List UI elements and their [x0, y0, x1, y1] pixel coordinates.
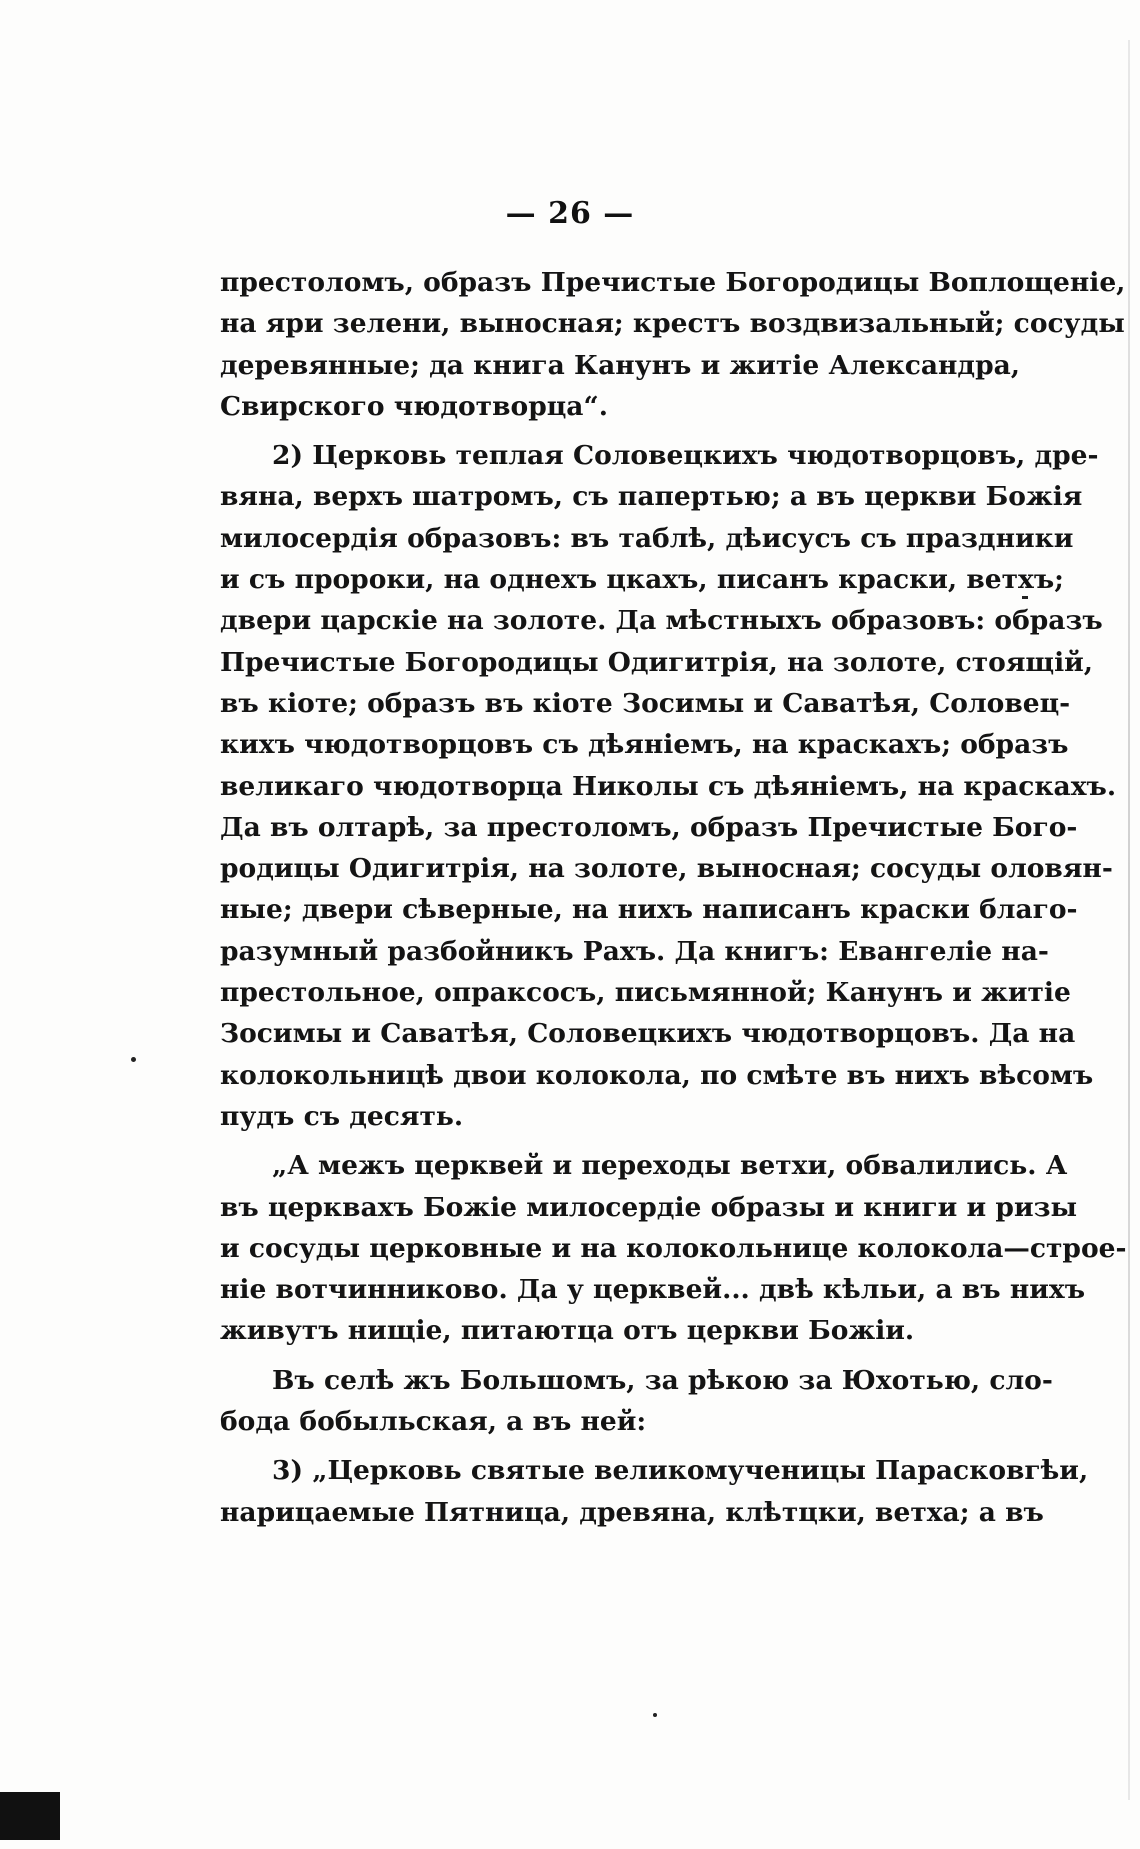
- paragraph-gap: [220, 1352, 1012, 1360]
- page-number: — 26 —: [505, 196, 635, 231]
- text-line: Свирского чюдотворца“.: [220, 390, 608, 422]
- text-line: вяна, верхъ шатромъ, съ папертью; а въ церкви Божія: [220, 481, 1083, 513]
- text-line: Пречистые Богородицы Одигитрія, на золоте, стоящій,: [220, 646, 1094, 678]
- margin-dot-mark: [653, 1713, 657, 1717]
- text-line: „А межъ церквей и переходы ветхи, обвалились. А: [272, 1150, 1068, 1182]
- scan-edge-shadow: [1128, 40, 1130, 1800]
- text-line: ніе вотчинниково. Да у церквей... двѣ кѣльи, а въ нихъ: [220, 1274, 1086, 1306]
- text-line: пудъ съ десять.: [220, 1100, 464, 1132]
- margin-dot-mark: [131, 1057, 136, 1062]
- scan-artifact-bar: [0, 1792, 60, 1840]
- text-line: 3) „Церковь святые великомученицы Парасковгѣи,: [272, 1455, 1089, 1487]
- text-line: бода бобыльская, а въ ней:: [220, 1406, 647, 1438]
- text-line: Зосимы и Саватѣя, Соловецкихъ чюдотворцовъ. Да на: [220, 1018, 1076, 1050]
- text-line: деревянные; да книга Канунъ и житіе Александра,: [220, 349, 1021, 381]
- text-line: въ кіоте; образъ въ кіоте Зосимы и Саватѣя, Соловец-: [220, 687, 1071, 719]
- text-line: престоломъ, образъ Пречистые Богородицы Воплощеніе,: [220, 267, 1126, 298]
- text-line: великаго чюдотворца Николы съ дѣяніемъ, на краскахъ.: [220, 770, 1117, 802]
- text-line: въ церквахъ Божіе милосердіе образы и книги и ризы: [220, 1191, 1078, 1223]
- paragraph-gap: [220, 1442, 1012, 1450]
- text-line: разумный разбойникъ Рахъ. Да книгъ: Евангеліе на-: [220, 935, 1049, 967]
- text-line: милосердія образовъ: въ таблѣ, дѣисусъ съ праздники: [220, 522, 1074, 554]
- text-line: Въ селѣ жъ Большомъ, за рѣкою за Юхотью, сло-: [272, 1364, 1053, 1396]
- body-text: [220, 262, 1127, 1533]
- text-line: кихъ чюдотворцовъ съ дѣяніемъ, на краскахъ; образъ: [220, 729, 1069, 761]
- text-line: двери царскіе на золоте. Да мѣстныхъ образовъ: образъ: [220, 605, 1103, 637]
- text-line: и сосуды церковные и на колокольнице колокола—строе-: [220, 1232, 1127, 1264]
- text-line: колокольницѣ двои колокола, по смѣте въ нихъ вѣсомъ: [220, 1059, 1094, 1091]
- text-line: нарицаемые Пятница, древяна, клѣтцки, ветха; а въ: [220, 1496, 1044, 1528]
- text-line: и съ пророки, на однехъ цкахъ, писанъ краски, ветхъ;: [220, 564, 1064, 596]
- text-line: престольное, опраксосъ, письмянной; Канунъ и житіе: [220, 977, 1071, 1009]
- text-line: ные; двери сѣверные, на нихъ написанъ краски благо-: [220, 894, 1078, 926]
- text-line: на яри зелени, выносная; крестъ воздвизальный; сосуды: [220, 308, 1125, 340]
- margin-dash-mark: [1022, 596, 1028, 599]
- paragraph-gap: [220, 427, 1012, 435]
- text-line: 2) Церковь теплая Соловецкихъ чюдотворцовъ, дре-: [272, 440, 1099, 472]
- text-line: Да въ олтарѣ, за престоломъ, образъ Пречистые Бого-: [220, 811, 1078, 843]
- paragraph-gap: [220, 1137, 1012, 1145]
- text-line: живутъ нищіе, питаютца отъ церкви Божіи.: [220, 1315, 915, 1347]
- text-line: родицы Одигитрія, на золоте, выносная; сосуды оловян-: [220, 853, 1113, 885]
